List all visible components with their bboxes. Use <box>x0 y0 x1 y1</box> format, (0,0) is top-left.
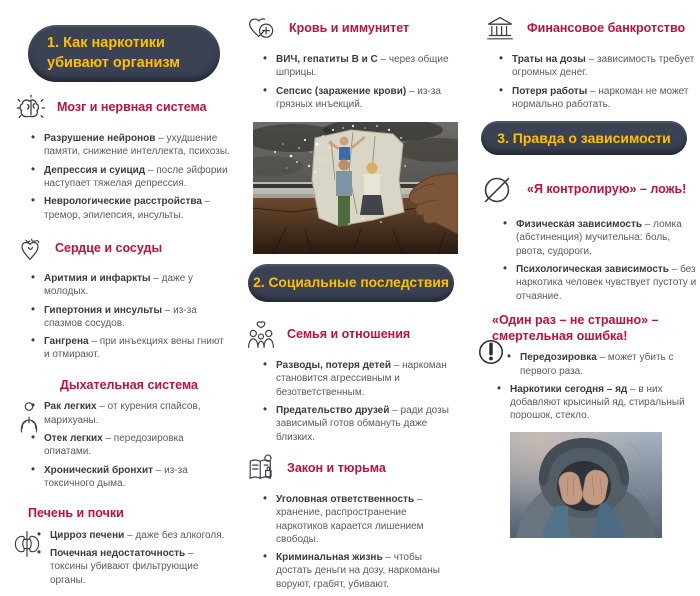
bullet-lead: Гипертония и инсульты <box>44 304 162 316</box>
bullet-item <box>276 53 460 80</box>
bullet-lead: Цирроз печени <box>50 529 125 541</box>
bullet-text: – ради дозы зависимый готов обмануть даже близких. <box>276 405 449 443</box>
bullet-lead: Физическая зависимость <box>516 219 643 231</box>
bullet-item <box>510 383 698 423</box>
bullet-text: – при инъекциях вены гниют и отмирают. <box>44 336 224 361</box>
section-title: Дыхательная система <box>60 377 198 392</box>
bullet-text: – наркоман не может нормально работать. <box>512 85 689 110</box>
section-blood <box>240 12 460 111</box>
lungs-icon <box>14 400 44 434</box>
blood-immunity-icon <box>244 12 280 46</box>
bullet-item <box>512 53 698 80</box>
bullet-item <box>276 493 460 546</box>
bullet-text: – из-за токсичного дыма. <box>44 464 188 489</box>
section-family <box>240 318 460 444</box>
bullet-text: – тремор, эпилепсия, инсульты. <box>44 196 211 221</box>
column-truth-about-addiction <box>470 0 698 538</box>
bullet-text: – передозировка опиатами. <box>44 432 184 458</box>
bullet-text: – ломка (абстиненция) мучительна: боль, рвота, судороги. <box>516 219 682 257</box>
banner-truth-about-addiction: 3. Правда о зависимости <box>481 121 687 155</box>
banner-how-drugs-kill: 1. Как наркотики убивают организм <box>28 25 220 82</box>
bullet-list <box>470 218 698 303</box>
bullet-item <box>44 195 230 222</box>
section-heart <box>8 233 230 362</box>
bullet-text: – даже у молодых. <box>44 272 194 298</box>
bullet-lead: Аритмия и инфаркты <box>44 272 151 284</box>
bullet-lead: Психологическая зависимость <box>516 264 669 276</box>
bullet-item <box>44 272 230 299</box>
bullet-item <box>44 400 230 427</box>
bullet-text: – хранение, распространение наркотиков карается лишением свободы. <box>276 493 424 545</box>
bullet-item <box>44 164 230 191</box>
section-deadly-mistake <box>470 313 698 423</box>
law-book-icon <box>244 452 278 486</box>
bullet-item <box>44 304 230 331</box>
bullet-text: – наркоман становится агрессивным и безответственным. <box>276 360 447 398</box>
bullet-text: – зависимость требует огромных денег. <box>512 54 695 79</box>
bullet-text: – чтобы достать деньги на дозу, наркоманы воруют, грабят, убивают. <box>276 552 440 590</box>
hooded-person-photo <box>510 432 662 538</box>
bullet-item <box>520 351 698 378</box>
bullet-lead: Криминальная жизнь <box>276 552 383 564</box>
bullet-item <box>44 464 230 491</box>
bullet-text: – от курения спайсов, марихуаны. <box>44 401 201 426</box>
bullet-lead: Хронический бронхит <box>44 464 153 476</box>
bullet-lead: Разрушение нейронов <box>44 133 156 145</box>
bullet-item <box>512 85 698 112</box>
bullet-text: – из-за спазмов сосудов. <box>44 304 197 329</box>
bullet-lead: Депрессия и суицид <box>44 164 146 176</box>
bullet-lead: Гангрена <box>44 336 89 348</box>
bullet-list <box>8 272 230 362</box>
bank-icon <box>482 12 518 46</box>
bullet-lead: ВИЧ, гепатиты B и C <box>276 54 378 65</box>
bullet-item <box>516 218 698 258</box>
section-kidneys <box>8 506 230 587</box>
section-title: «Один раз – не страшно» – смертельная ошибка! <box>492 312 659 343</box>
brain-icon <box>14 91 48 125</box>
bullet-list <box>240 53 460 111</box>
section-title: Закон и тюрьма <box>287 461 386 476</box>
bullet-item <box>44 132 230 159</box>
bullet-item <box>50 547 230 587</box>
bullet-item <box>44 335 230 362</box>
section-law <box>240 452 460 591</box>
bullet-text: – через общие шприцы. <box>276 54 449 79</box>
section-brain <box>8 91 230 222</box>
bullet-item <box>44 432 230 459</box>
bullet-lead: Сепсис (заражение крови) <box>276 85 407 97</box>
bullet-item <box>50 529 230 542</box>
section-finance <box>470 12 698 111</box>
bullet-text: – может убить с первого раза. <box>520 352 674 377</box>
bullet-lead: Потеря работы <box>512 85 588 97</box>
section-control-lie <box>470 169 698 303</box>
bullet-list <box>240 493 460 591</box>
family-collapse-photo <box>253 122 458 254</box>
column-how-drugs-kill <box>8 0 230 592</box>
bullet-item <box>516 263 698 303</box>
bullet-text: – после эйфории наступает тяжелая депрессия. <box>44 164 228 190</box>
bullet-item <box>276 85 460 112</box>
bullet-text: – в них добавляют крысиный яд, стиральный порошок, стекло. <box>510 383 685 422</box>
bullet-text: – ухудшение памяти, снижение интеллекта, психозы. <box>44 133 230 158</box>
bullet-text: – без наркотика человек чувствует пустоту и отчаяние. <box>516 264 697 302</box>
bullet-text: – из-за грязных инъекций. <box>276 85 441 110</box>
section-title: Семья и отношения <box>287 327 411 342</box>
bullet-lead: Предательство друзей <box>276 405 390 417</box>
bullet-lead: Неврологические расстройства <box>44 196 202 208</box>
bullet-item <box>276 551 460 591</box>
column-social-consequences <box>240 0 460 596</box>
section-title: Мозг и нервная система <box>57 100 207 115</box>
bullet-lead: Отек легких <box>44 432 103 444</box>
bullet-item <box>276 359 460 399</box>
family-icon <box>244 318 278 352</box>
prohibition-icon <box>476 169 518 211</box>
bullet-lead: Наркотики сегодня – яд <box>510 383 628 395</box>
bullet-lead: Рак легких <box>44 401 97 413</box>
bullet-lead: Разводы, потеря детей <box>276 360 391 372</box>
section-title: «Я контролирую» – ложь! <box>527 182 687 197</box>
bullet-text: – токсины убивают фильтрующие органы. <box>50 548 199 586</box>
bullet-lead: Почечная недостаточность <box>50 548 186 560</box>
heart-organ-icon <box>14 233 46 265</box>
bullet-item <box>276 404 460 444</box>
bullet-lead: Передозировка <box>520 352 597 364</box>
section-title: Печень и почки <box>28 506 124 521</box>
warning-icon <box>472 333 510 371</box>
bullet-text: – даже без алкоголя. <box>124 529 225 541</box>
section-title: Кровь и иммунитет <box>289 21 410 36</box>
bullet-list <box>470 53 698 111</box>
section-title: Сердце и сосуды <box>55 241 163 256</box>
bullet-lead: Уголовная ответственность <box>276 493 415 505</box>
section-title: Финансовое банкротство <box>527 21 686 36</box>
section-lungs <box>8 378 230 490</box>
banner-social-consequences: 2. Социальные последствия <box>248 264 454 302</box>
bullet-lead: Траты на дозы <box>512 54 586 65</box>
bullet-list <box>240 359 460 444</box>
bullet-list <box>8 132 230 222</box>
